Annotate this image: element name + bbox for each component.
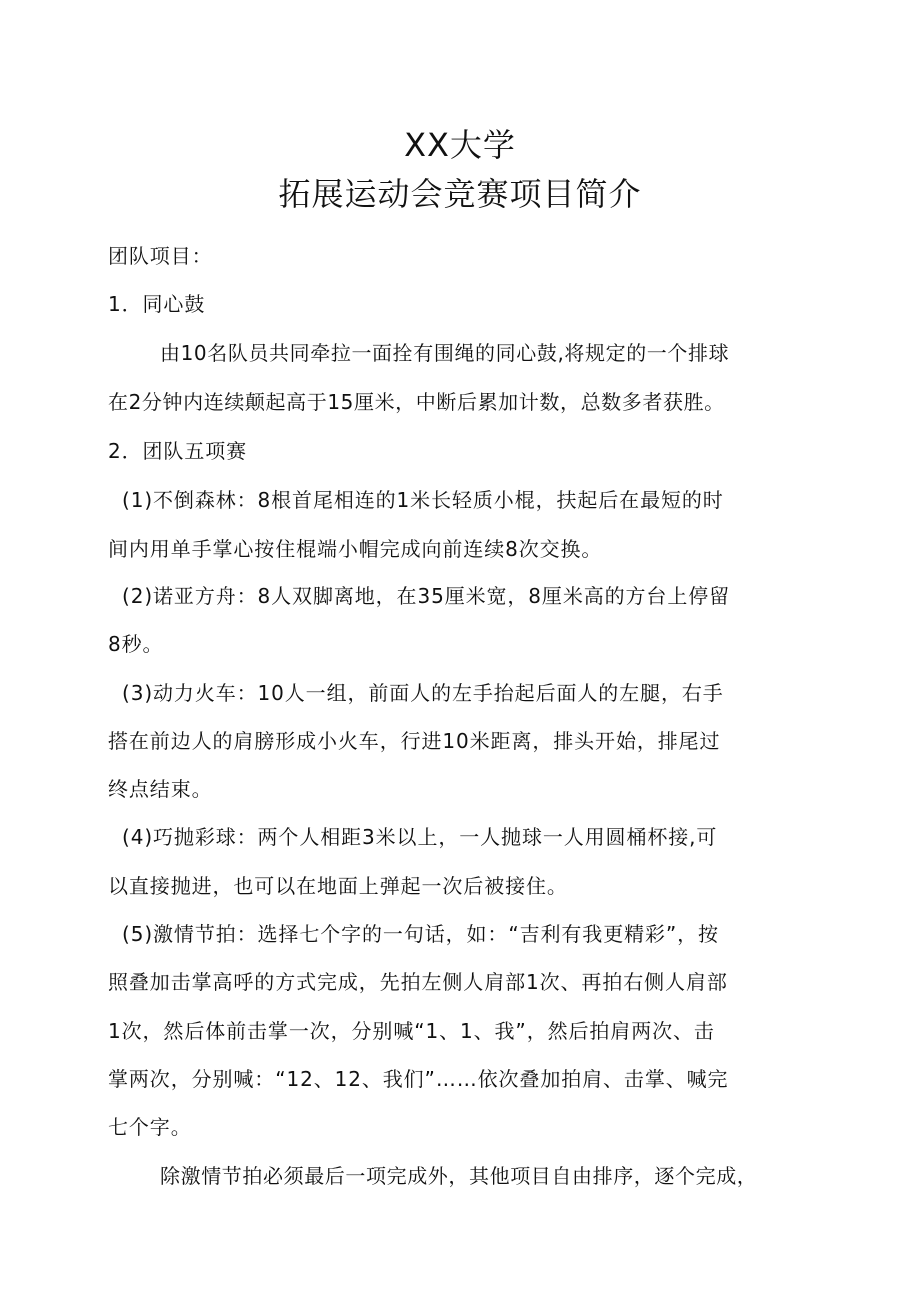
section-heading-team: 团队项目： xyxy=(108,244,213,268)
paragraph-line: (5)激情节拍：选择七个字的一句话，如：“吉利有我更精彩”，按 xyxy=(122,922,719,946)
paragraph-line: 除激情节拍必须最后一项完成外，其他项目自由排序，逐个完成， xyxy=(160,1164,758,1188)
paragraph-line: 8秒。 xyxy=(108,632,164,656)
paragraph-line: (3)动力火车：10人一组，前面人的左手抬起后面人的左腿，右手 xyxy=(122,681,724,705)
paragraph-line: 以直接抛进，也可以在地面上弹起一次后被接住。 xyxy=(108,874,568,898)
paragraph-line: (1)不倒森林：8根首尾相连的1米长轻质小棍，扶起后在最短的时 xyxy=(122,488,724,512)
paragraph-line: 七个字。 xyxy=(108,1115,192,1139)
document-title-line1: XX大学 xyxy=(404,126,516,164)
document-title-line2: 拓展运动会竞赛项目简介 xyxy=(278,175,642,213)
item-heading-2: 2．团队五项赛 xyxy=(108,439,248,463)
paragraph-line: 1次，然后体前击掌一次，分别喊“1、1、我”，然后拍肩两次、击 xyxy=(108,1019,715,1043)
item-heading-1: 1．同心鼓 xyxy=(108,292,206,316)
paragraph-line: 在2分钟内连续颠起高于15厘米，中断后累加计数，总数多者获胜。 xyxy=(108,390,725,414)
paragraph-line: (4)巧抛彩球：两个人相距3米以上，一人抛球一人用圆桶杯接,可 xyxy=(122,825,718,849)
paragraph-line: 照叠加击掌高呼的方式完成，先拍左侧人肩部1次、再拍右侧人肩部 xyxy=(108,970,728,994)
paragraph-line: 间内用单手掌心按住棍端小帽完成向前连续8次交换。 xyxy=(108,537,603,561)
paragraph-line: 搭在前边人的肩膀形成小火车，行进10米距离，排头开始，排尾过 xyxy=(108,729,721,753)
paragraph-line: 由10名队员共同牵拉一面拴有围绳的同心鼓,将规定的一个排球 xyxy=(160,341,730,365)
paragraph-line: 掌两次，分别喊：“12、12、我们”……依次叠加拍肩、击掌、喊完 xyxy=(108,1067,729,1091)
paragraph-line: 终点结束。 xyxy=(108,777,213,801)
paragraph-line: (2)诺亚方舟：8人双脚离地，在35厘米宽，8厘米高的方台上停留 xyxy=(122,584,731,608)
